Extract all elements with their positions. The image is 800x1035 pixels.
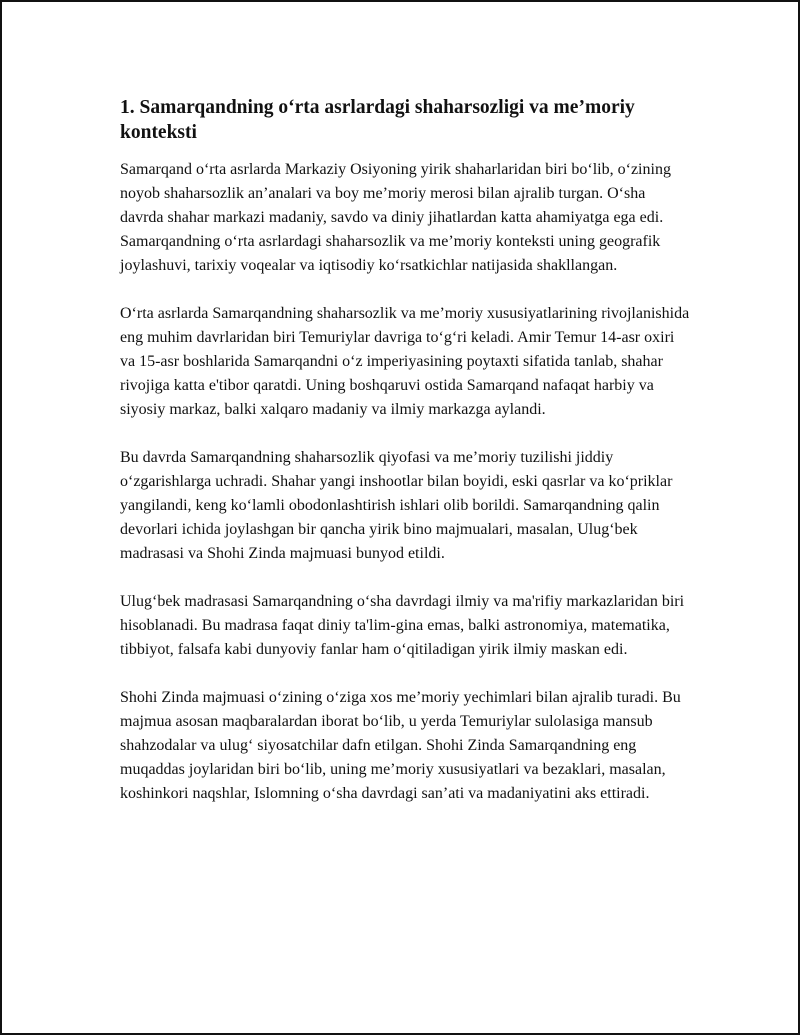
paragraph-3: Bu davrda Samarqandning shaharsozlik qiyofasi va me’moriy tuzilishi jiddiy o‘zgarishlarga uchradi. Shahar yangi inshootlar bilan boyidi, eski qasrlar va ko‘priklar yangilandi, keng ko‘lamli obodonlashtirish ishlari olib borildi. Samarqandning qalin devorlari ichida joylashgan bir qancha yirik bino majmualari, masalan, Ulug‘bek madrasasi va Shohi Zinda majmuasi bunyod etildi. xyxy=(120,449,673,562)
paragraph-2: O‘rta asrlarda Samarqandning shaharsozlik va me’moriy xususiyatlarining rivojlanishida eng muhim davrlaridan biri Temuriylar davriga to‘g‘ri keladi. Amir Temur 14-asr oxiri va 15-asr boshlarida Samarqandni o‘z imperiyasining poytaxti sifatida tanlab, shahar rivojiga katta e'tibor qaratdi. Uning boshqaruvi ostida Samarqand nafaqat harbiy va siyosiy markaz, balki xalqaro madaniy va ilmiy markazga aylandi. xyxy=(120,305,690,418)
paragraph-5: Shohi Zinda majmuasi o‘zining o‘ziga xos me’moriy yechimlari bilan ajralib turadi. Bu majmua asosan maqbaralardan iborat bo‘lib, u yerda Temuriylar sulolasiga mansub shahzodalar va ulug‘ siyosatchilar dafn etilgan. Shohi Zinda Samarqandning eng muqaddas joylaridan biri bo‘lib, uning me’moriy xususiyatlari va bezaklari, masalan, koshinkori naqshlar, Islomning o‘sha davrdagi san’ati va madaniyatini aks ettiradi. xyxy=(120,689,681,802)
section-heading: 1. Samarqandning o‘rta asrlardagi shaharsozligi va me’moriy konteksti xyxy=(120,97,635,143)
document-body xyxy=(120,95,690,830)
paragraph-4: Ulug‘bek madrasasi Samarqandning o‘sha davrdagi ilmiy va ma'rifiy markazlaridan biri hisoblanadi. Bu madrasa faqat diniy ta'lim-gina emas, balki astronomiya, matematika, tibbiyot, falsafa kabi dunyoviy fanlar ham o‘qitiladigan yirik ilmiy maskan edi. xyxy=(120,593,685,658)
paragraph-1: Samarqand o‘rta asrlarda Markaziy Osiyoning yirik shaharlaridan biri bo‘lib, o‘zining noyob shaharsozlik an’analari va boy me’moriy merosi bilan ajralib turgan. O‘sha davrda shahar markazi madaniy, savdo va diniy jihatlardan katta ahamiyatga ega edi. Samarqandning o‘rta asrlardagi shaharsozlik va me’moriy konteksti uning geografik joylashuvi, tarixiy voqealar va iqtisodiy ko‘rsatkichlar natijasida shakllangan. xyxy=(120,161,671,274)
